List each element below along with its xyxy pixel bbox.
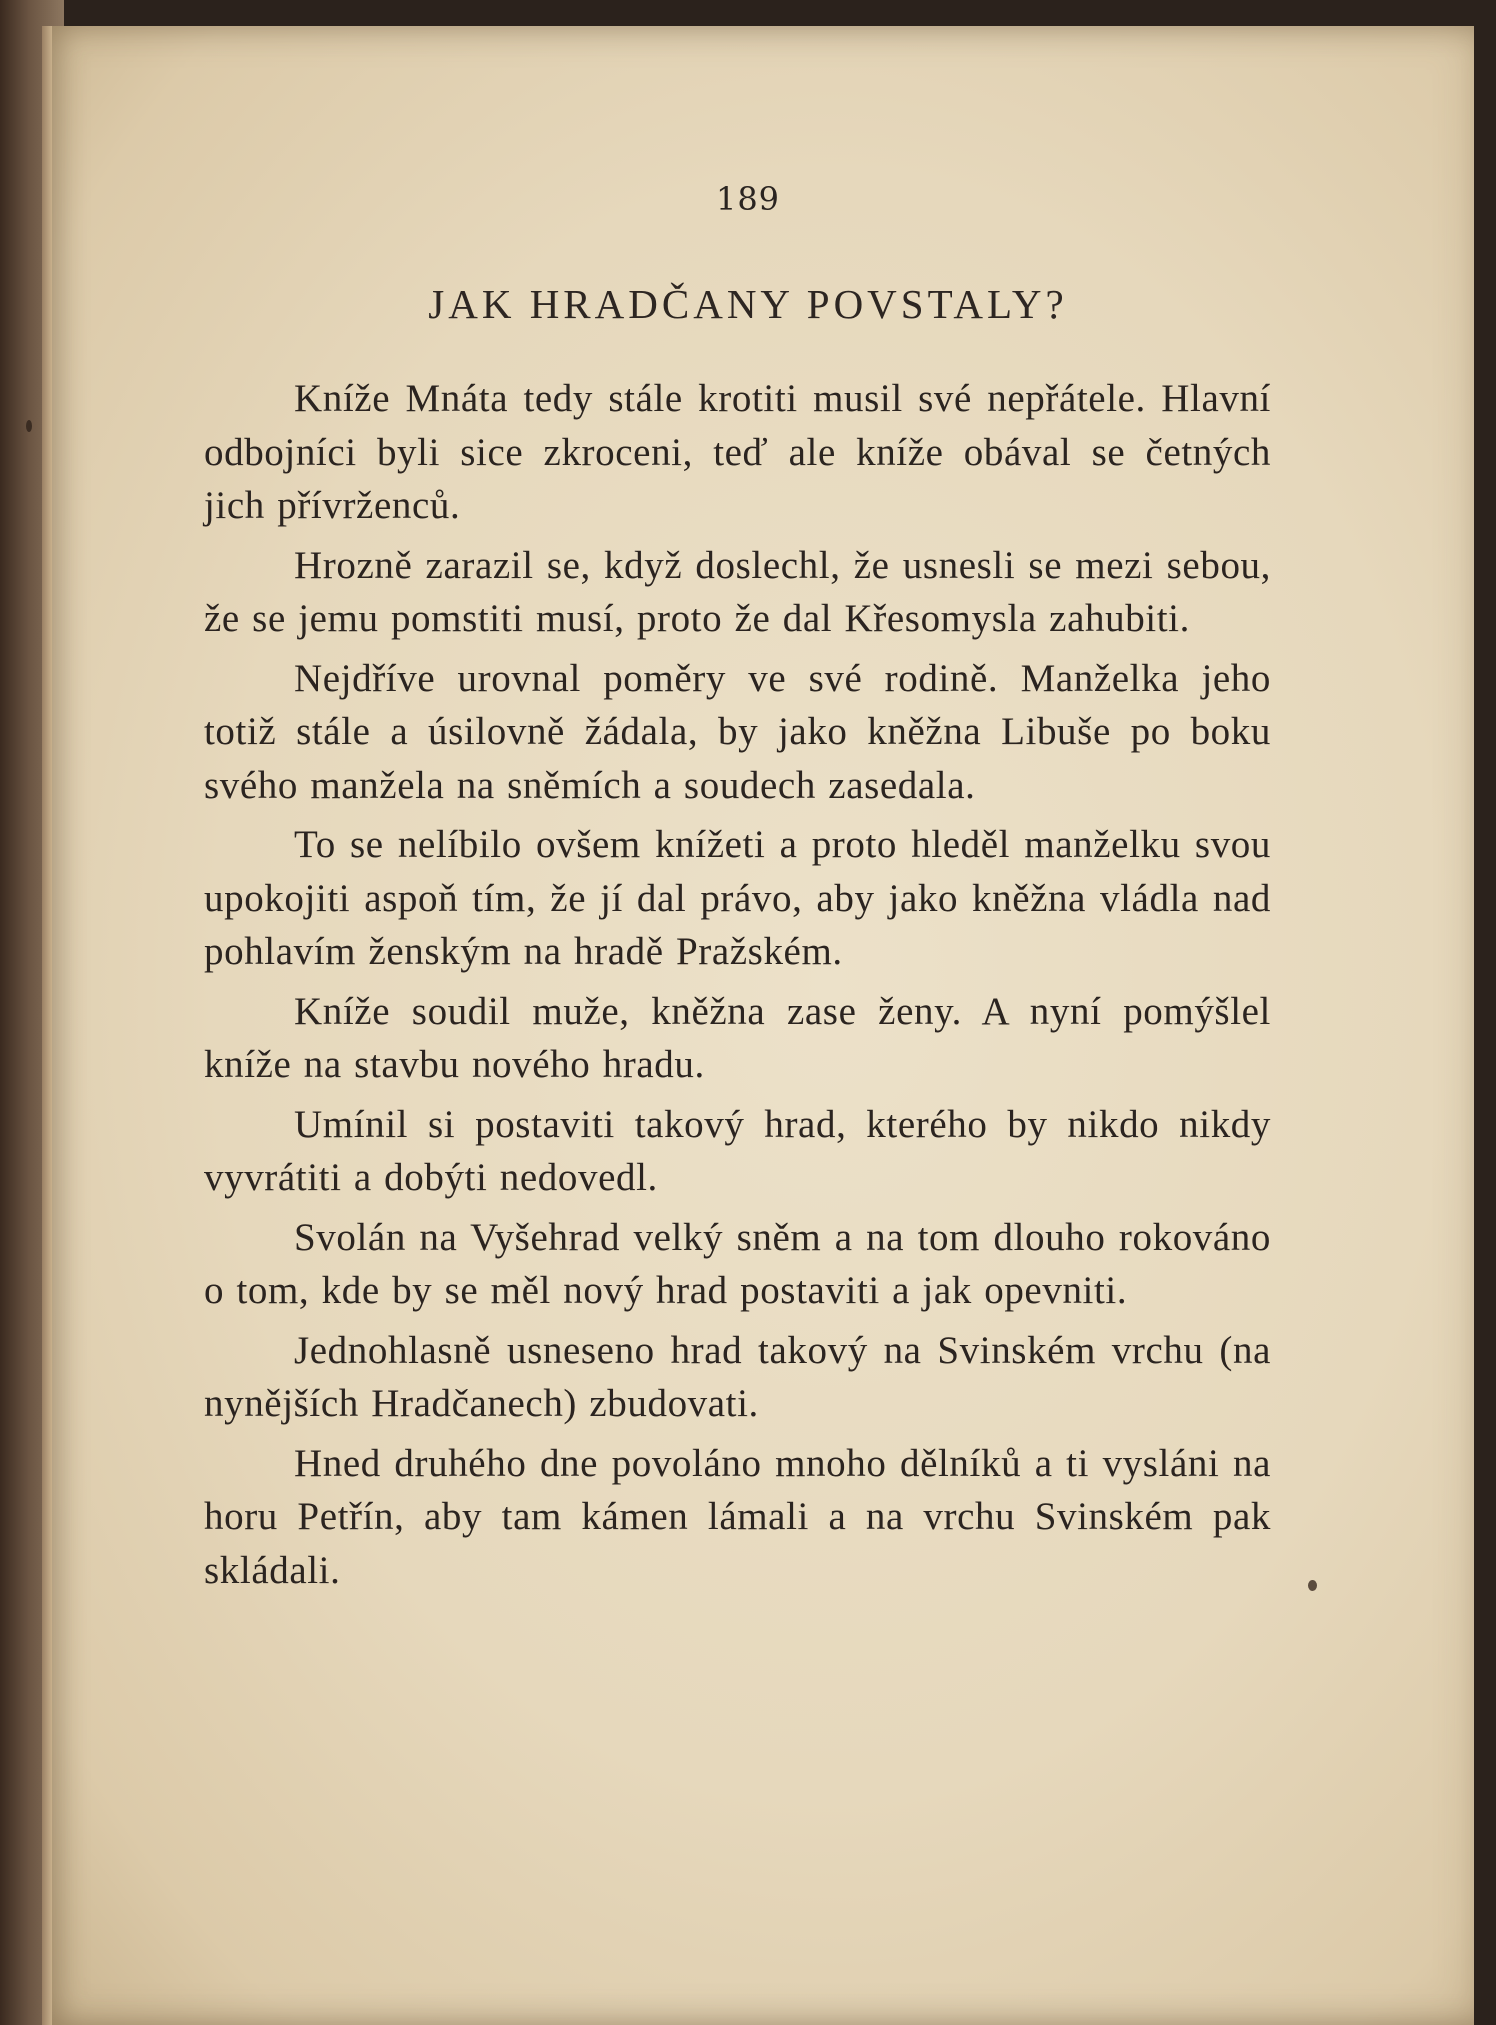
- paragraph: To se nelíbilo ovšem knížeti a proto hleděl manželku svou upokojiti aspoň tím, že jí dal právo, aby jako kněžna vládla nad pohlavím ženským na hradě Pražském.: [204, 823, 1271, 973]
- ink-speck: [26, 420, 32, 432]
- chapter-title: JAK HRADČANY POVSTALY?: [428, 281, 1068, 327]
- ink-speck: [1308, 1580, 1317, 1591]
- paragraph: Jednohlasně usneseno hrad takový na Svinském vrchu (na nynějších Hradčanech) zbudovati.: [204, 1328, 1271, 1425]
- paragraph: Hned druhého dne povoláno mnoho dělníků a ti vysláni na horu Petřín, aby tam kámen lámali a na vrchu Svinském pak skládali.: [204, 1441, 1271, 1592]
- paragraph: Umínil si postaviti takový hrad, kterého by nikdo nikdy vyvrátiti a dobýti nedovedl.: [204, 1102, 1271, 1199]
- paragraph: Nejdříve urovnal poměry ve své rodině. Manželka jeho totiž stále a úsilovně žádala, by jako kněžna Libuše po boku svého manžela na sněmích a soudech zasedala.: [204, 656, 1271, 807]
- page-number: 189: [715, 180, 781, 218]
- paragraph: Kníže Mnáta tedy stále krotiti musil své nepřátele. Hlavní odbojníci byli sice zkroceni, teď ale kníže obával se četných jich přívrženců.: [204, 377, 1271, 527]
- paragraph: Hrozně zarazil se, když doslechl, že usnesli se mezi sebou, že se jemu pomstiti musí, proto že dal Křesomysla zahubiti.: [204, 543, 1271, 640]
- body-text: [204, 372, 1271, 1597]
- paragraph: Svolán na Vyšehrad velký sněm a na tom dlouho rokováno o tom, kde by se měl nový hrad postaviti a jak opevniti.: [204, 1215, 1271, 1312]
- paragraph: Kníže soudil muže, kněžna zase ženy. A nyní pomýšlel kníže na stavbu nového hradu.: [204, 989, 1271, 1086]
